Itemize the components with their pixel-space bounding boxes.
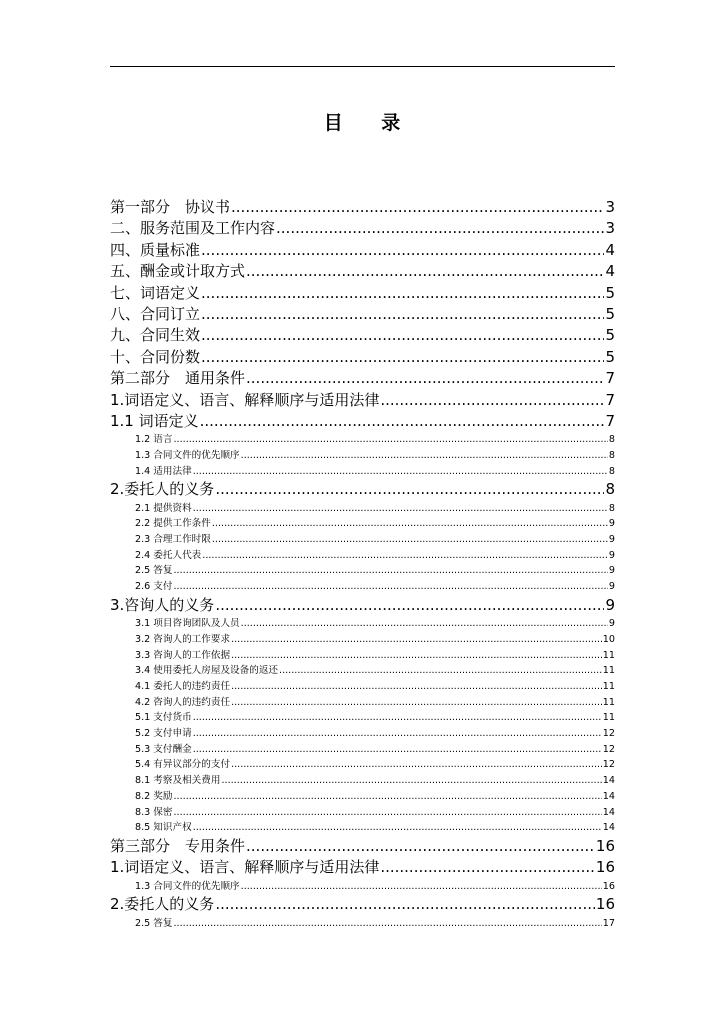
toc-entry-level2[interactable] xyxy=(110,916,615,932)
dot-leader xyxy=(174,564,608,580)
toc-entry-level1[interactable] xyxy=(110,836,615,857)
toc-entry-label: 十、合同份数 xyxy=(110,347,201,366)
toc-entry-page-number: 14 xyxy=(602,822,615,834)
dot-leader xyxy=(276,218,604,239)
toc-entry-page-number: 4 xyxy=(605,262,615,281)
dot-leader xyxy=(380,390,604,411)
toc-entry-label: 3.2 咨询人的工作要求 xyxy=(135,633,231,645)
toc-entry-label: 1.2 语言 xyxy=(135,434,173,446)
toc-entry-level1[interactable] xyxy=(110,595,615,616)
dot-leader xyxy=(174,805,602,821)
toc-entry-label: 5.4 有异议部分的支付 xyxy=(135,759,231,771)
dot-leader xyxy=(174,579,608,595)
toc-entry-page-number: 11 xyxy=(602,712,615,724)
toc-entry-page-number: 8 xyxy=(608,465,615,477)
toc-entry-level2[interactable] xyxy=(110,757,615,773)
toc-entry-level1[interactable] xyxy=(110,368,615,389)
dot-leader xyxy=(193,501,608,517)
dot-leader xyxy=(212,532,608,548)
toc-entry-label: 2.1 提供资料 xyxy=(135,502,192,514)
toc-entry-level2[interactable] xyxy=(110,663,615,679)
toc-entry-page-number: 8 xyxy=(608,434,615,446)
dot-leader xyxy=(201,304,604,325)
toc-entry-page-number: 7 xyxy=(605,390,615,409)
dot-leader xyxy=(380,857,595,878)
toc-entry-label: 2.3 合理工作时限 xyxy=(135,534,211,546)
toc-entry-page-number: 9 xyxy=(608,534,615,546)
dot-leader xyxy=(193,464,608,480)
dot-leader xyxy=(231,648,602,664)
toc-entry-level1[interactable] xyxy=(110,857,615,878)
toc-entry-label: 七、词语定义 xyxy=(110,283,201,302)
toc-entry-level1[interactable] xyxy=(110,218,615,239)
toc-entry-level2[interactable] xyxy=(110,773,615,789)
toc-entry-page-number: 3 xyxy=(605,219,615,238)
dot-leader xyxy=(231,197,604,218)
toc-entry-label: 二、服务范围及工作内容 xyxy=(110,219,276,238)
dot-leader xyxy=(215,595,604,616)
dot-leader xyxy=(279,663,602,679)
toc-entry-level1[interactable] xyxy=(110,304,615,325)
toc-entry-page-number: 11 xyxy=(602,696,615,708)
dot-leader xyxy=(202,548,608,564)
dot-leader xyxy=(231,632,602,648)
dot-leader xyxy=(241,616,608,632)
dot-leader xyxy=(246,836,595,857)
toc-entry-label: 1.3 合同文件的优先顺序 xyxy=(135,449,240,461)
page-title: 目 录 xyxy=(323,112,417,134)
toc-entry-level2[interactable] xyxy=(110,879,615,895)
dot-leader xyxy=(241,448,608,464)
toc-entry-page-number: 5 xyxy=(605,326,615,345)
toc-entry-label: 8.3 保密 xyxy=(135,806,173,818)
toc-entry-page-number: 16 xyxy=(595,895,615,914)
toc-entry-level2[interactable] xyxy=(110,579,615,595)
toc-entry-label: 1.词语定义、语言、解释顺序与适用法律 xyxy=(110,858,380,877)
toc-entry-level2[interactable] xyxy=(110,501,615,517)
toc-entry-page-number: 9 xyxy=(608,618,615,630)
dot-leader xyxy=(201,240,604,261)
toc-entry-page-number: 9 xyxy=(608,565,615,577)
toc-entry-level2[interactable] xyxy=(110,464,615,480)
toc-entry-level1[interactable] xyxy=(110,283,615,304)
toc-entry-page-number: 14 xyxy=(602,790,615,802)
dot-leader xyxy=(201,347,604,368)
toc-entry-label: 2.委托人的义务 xyxy=(110,895,215,914)
toc-entry-label: 3.1 项目咨询团队及人员 xyxy=(135,618,240,630)
toc-entry-label: 2.2 提供工作条件 xyxy=(135,518,211,530)
toc-entry-page-number: 9 xyxy=(608,518,615,530)
toc-entry-label: 4.2 咨询人的违约责任 xyxy=(135,696,231,708)
dot-leader xyxy=(193,710,602,726)
dot-leader xyxy=(246,368,604,389)
toc-entry-page-number: 5 xyxy=(605,347,615,366)
dot-leader xyxy=(241,879,602,895)
dot-leader xyxy=(201,325,604,346)
toc-entry-label: 1.3 合同文件的优先顺序 xyxy=(135,880,240,892)
dot-leader xyxy=(193,742,602,758)
dot-leader xyxy=(201,283,604,304)
dot-leader xyxy=(231,695,602,711)
toc-entry-label: 1.4 适用法律 xyxy=(135,465,192,477)
dot-leader xyxy=(231,679,602,695)
toc-entry-page-number: 3 xyxy=(605,197,615,216)
toc-entry-level1[interactable] xyxy=(110,240,615,261)
dot-leader xyxy=(174,432,608,448)
table-of-contents xyxy=(110,197,615,931)
toc-entry-label: 2.委托人的义务 xyxy=(110,480,215,499)
toc-entry-level2[interactable] xyxy=(110,432,615,448)
toc-entry-level1[interactable] xyxy=(110,479,615,500)
toc-entry-label: 2.5 答复 xyxy=(135,565,173,577)
toc-entry-label: 3.4 使用委托人房屋及设备的返还 xyxy=(135,665,279,677)
toc-entry-level2[interactable] xyxy=(110,789,615,805)
toc-entry-level1[interactable] xyxy=(110,390,615,411)
toc-entry-page-number: 7 xyxy=(605,369,615,388)
toc-entry-label: 第三部分 专用条件 xyxy=(110,836,246,855)
toc-entry-level2[interactable] xyxy=(110,648,615,664)
toc-entry-label: 九、合同生效 xyxy=(110,326,201,345)
toc-entry-page-number: 10 xyxy=(602,633,615,645)
toc-entry-label: 5.3 支付酬金 xyxy=(135,743,192,755)
toc-entry-level2[interactable] xyxy=(110,616,615,632)
toc-entry-page-number: 12 xyxy=(602,728,615,740)
toc-entry-page-number: 8 xyxy=(605,480,615,499)
toc-entry-page-number: 4 xyxy=(605,240,615,259)
toc-entry-label: 8.1 考察及相关费用 xyxy=(135,775,221,787)
toc-entry-level2[interactable] xyxy=(110,632,615,648)
toc-entry-page-number: 5 xyxy=(605,283,615,302)
dot-leader xyxy=(174,916,602,932)
dot-leader xyxy=(221,773,601,789)
toc-entry-page-number: 8 xyxy=(608,502,615,514)
toc-entry-label: 1.1 词语定义 xyxy=(110,411,199,430)
toc-entry-page-number: 9 xyxy=(608,549,615,561)
toc-entry-page-number: 5 xyxy=(605,304,615,323)
toc-entry-page-number: 8 xyxy=(608,449,615,461)
dot-leader xyxy=(215,479,604,500)
dot-leader xyxy=(193,726,602,742)
toc-entry-label: 第二部分 通用条件 xyxy=(110,369,246,388)
toc-entry-label: 五、酬金或计取方式 xyxy=(110,262,246,281)
toc-entry-label: 4.1 委托人的违约责任 xyxy=(135,681,231,692)
toc-entry-page-number: 16 xyxy=(602,880,615,892)
toc-entry-page-number: 14 xyxy=(602,775,615,787)
toc-entry-label: 5.2 支付申请 xyxy=(135,728,192,740)
toc-entry-label: 1.词语定义、语言、解释顺序与适用法律 xyxy=(110,390,380,409)
dot-leader xyxy=(231,757,602,773)
toc-entry-level2[interactable] xyxy=(110,710,615,726)
toc-entry-label: 3.3 咨询人的工作依据 xyxy=(135,649,231,661)
toc-entry-label: 2.5 答复 xyxy=(135,917,173,929)
toc-entry-label: 第一部分 协议书 xyxy=(110,197,231,216)
header-rule xyxy=(110,66,615,67)
toc-entry-level2[interactable] xyxy=(110,805,615,821)
dot-leader xyxy=(174,789,602,805)
toc-entry-level1[interactable] xyxy=(110,411,615,432)
toc-entry-label: 5.1 支付货币 xyxy=(135,712,192,724)
dot-leader xyxy=(200,411,605,432)
toc-entry-level2[interactable] xyxy=(110,742,615,758)
dot-leader xyxy=(246,261,604,282)
toc-entry-level2[interactable] xyxy=(110,448,615,464)
toc-entry-label: 8.5 知识产权 xyxy=(135,822,192,834)
toc-entry-label: 3.咨询人的义务 xyxy=(110,595,215,614)
toc-entry-level2[interactable] xyxy=(110,820,615,836)
toc-entry-level1[interactable] xyxy=(110,197,615,218)
toc-entry-label: 八、合同订立 xyxy=(110,304,201,323)
toc-entry-label: 2.4 委托人代表 xyxy=(135,549,202,561)
toc-entry-page-number: 7 xyxy=(605,411,615,430)
toc-entry-label: 2.6 支付 xyxy=(135,581,173,593)
toc-entry-label: 四、质量标准 xyxy=(110,240,201,259)
toc-entry-page-number: 16 xyxy=(595,836,615,855)
toc-entry-page-number: 12 xyxy=(602,759,615,771)
dot-leader xyxy=(193,820,602,836)
toc-entry-level2[interactable] xyxy=(110,548,615,564)
toc-entry-level1[interactable] xyxy=(110,325,615,346)
dot-leader xyxy=(212,516,608,532)
toc-entry-page-number: 11 xyxy=(602,649,615,661)
toc-entry-level2[interactable] xyxy=(110,564,615,580)
toc-entry-label: 8.2 奖励 xyxy=(135,790,173,802)
toc-entry-level1[interactable] xyxy=(110,261,615,282)
toc-entry-level1[interactable] xyxy=(110,347,615,368)
toc-entry-level2[interactable] xyxy=(110,679,615,695)
toc-entry-page-number: 16 xyxy=(595,858,615,877)
toc-entry-page-number: 17 xyxy=(602,917,615,929)
toc-entry-page-number: 11 xyxy=(602,681,615,692)
dot-leader xyxy=(215,894,595,915)
toc-entry-level2[interactable] xyxy=(110,516,615,532)
toc-entry-level2[interactable] xyxy=(110,726,615,742)
toc-entry-page-number: 12 xyxy=(602,743,615,755)
toc-entry-level2[interactable] xyxy=(110,695,615,711)
toc-entry-level1[interactable] xyxy=(110,894,615,915)
toc-entry-page-number: 9 xyxy=(608,581,615,593)
toc-entry-page-number: 11 xyxy=(602,665,615,677)
toc-entry-page-number: 14 xyxy=(602,806,615,818)
toc-entry-page-number: 9 xyxy=(605,595,615,614)
toc-entry-level2[interactable] xyxy=(110,532,615,548)
